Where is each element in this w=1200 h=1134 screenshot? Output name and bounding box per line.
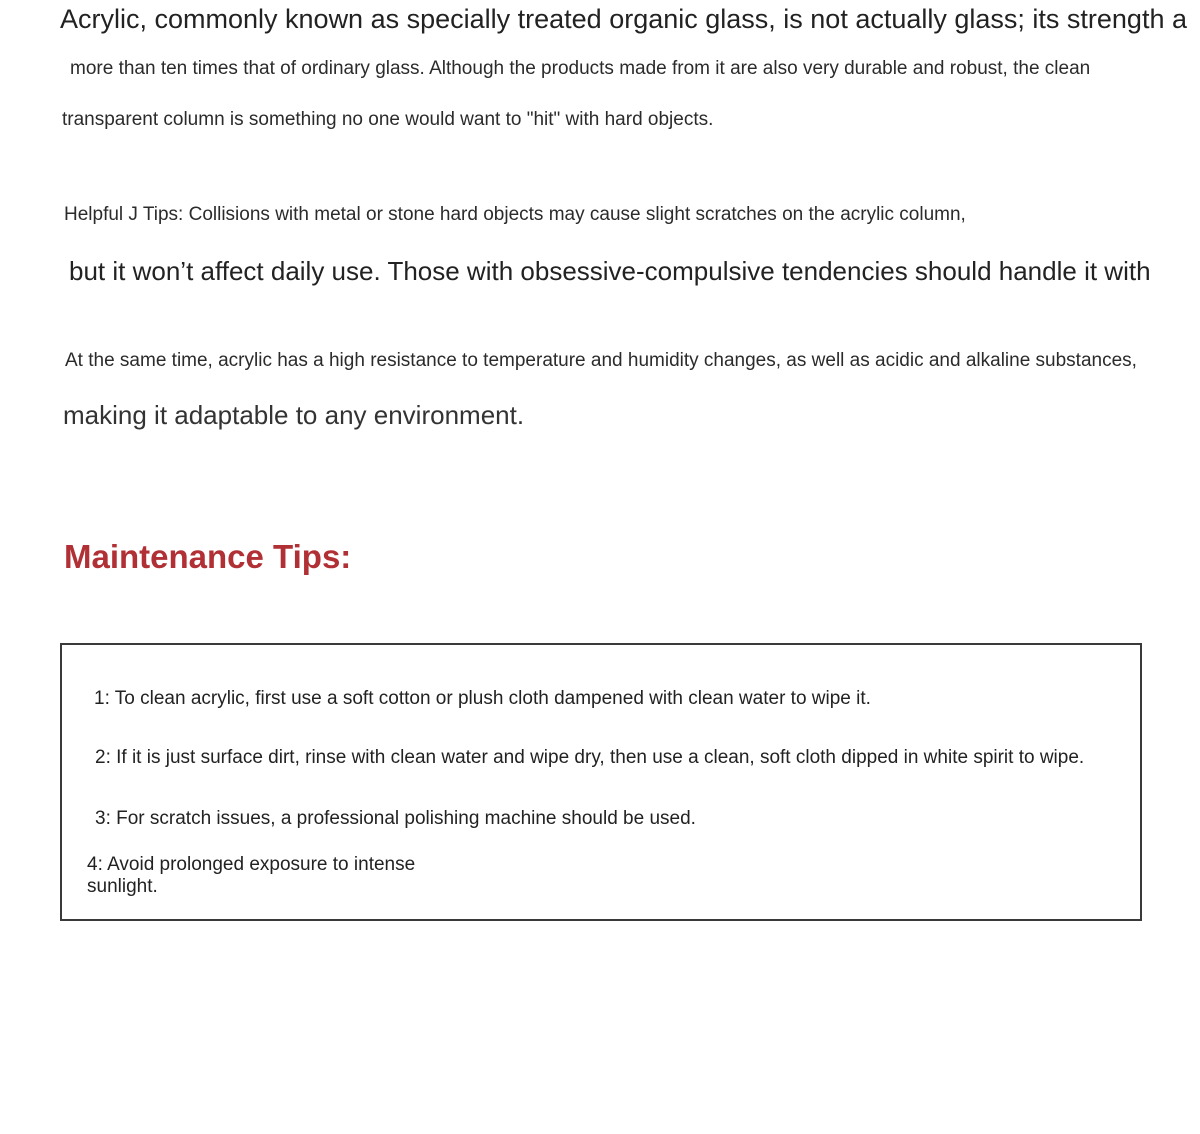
helpful-tip-line-1: Helpful J Tips: Collisions with metal or stone hard objects may cause slight scratches on the acrylic column, bbox=[64, 204, 966, 225]
resistance-line-2: making it adaptable to any environment. bbox=[63, 400, 525, 430]
maintenance-tip: 2: If it is just surface dirt, rinse with clean water and wipe dry, then use a clean, soft cloth dipped in white spirit to wipe. bbox=[95, 747, 1085, 768]
intro-line-3: transparent column is something no one would want to "hit" with hard objects. bbox=[62, 109, 714, 130]
helpful-tip-line-2: but it won’t affect daily use. Those with obsessive-compulsive tendencies should handle it with bbox=[69, 256, 1151, 286]
intro-line-1: Acrylic, commonly known as specially treated organic glass, is not actually glass; its strength a bbox=[60, 4, 1187, 34]
intro-line-2: more than ten times that of ordinary glass. Although the products made from it are also very durable and robust, the clean bbox=[70, 58, 1091, 79]
maintenance-tip: 1: To clean acrylic, first use a soft cotton or plush cloth dampened with clean water to wipe it. bbox=[94, 688, 871, 709]
maintenance-heading: Maintenance Tips: bbox=[64, 538, 352, 575]
maintenance-tip: 3: For scratch issues, a professional polishing machine should be used. bbox=[95, 808, 696, 829]
maintenance-tips-box bbox=[60, 643, 1142, 921]
maintenance-tip: 4: Avoid prolonged exposure to intense sunlight. bbox=[87, 854, 416, 897]
resistance-line-1: At the same time, acrylic has a high resistance to temperature and humidity changes, as well as acidic and alkaline substances, bbox=[65, 350, 1137, 371]
